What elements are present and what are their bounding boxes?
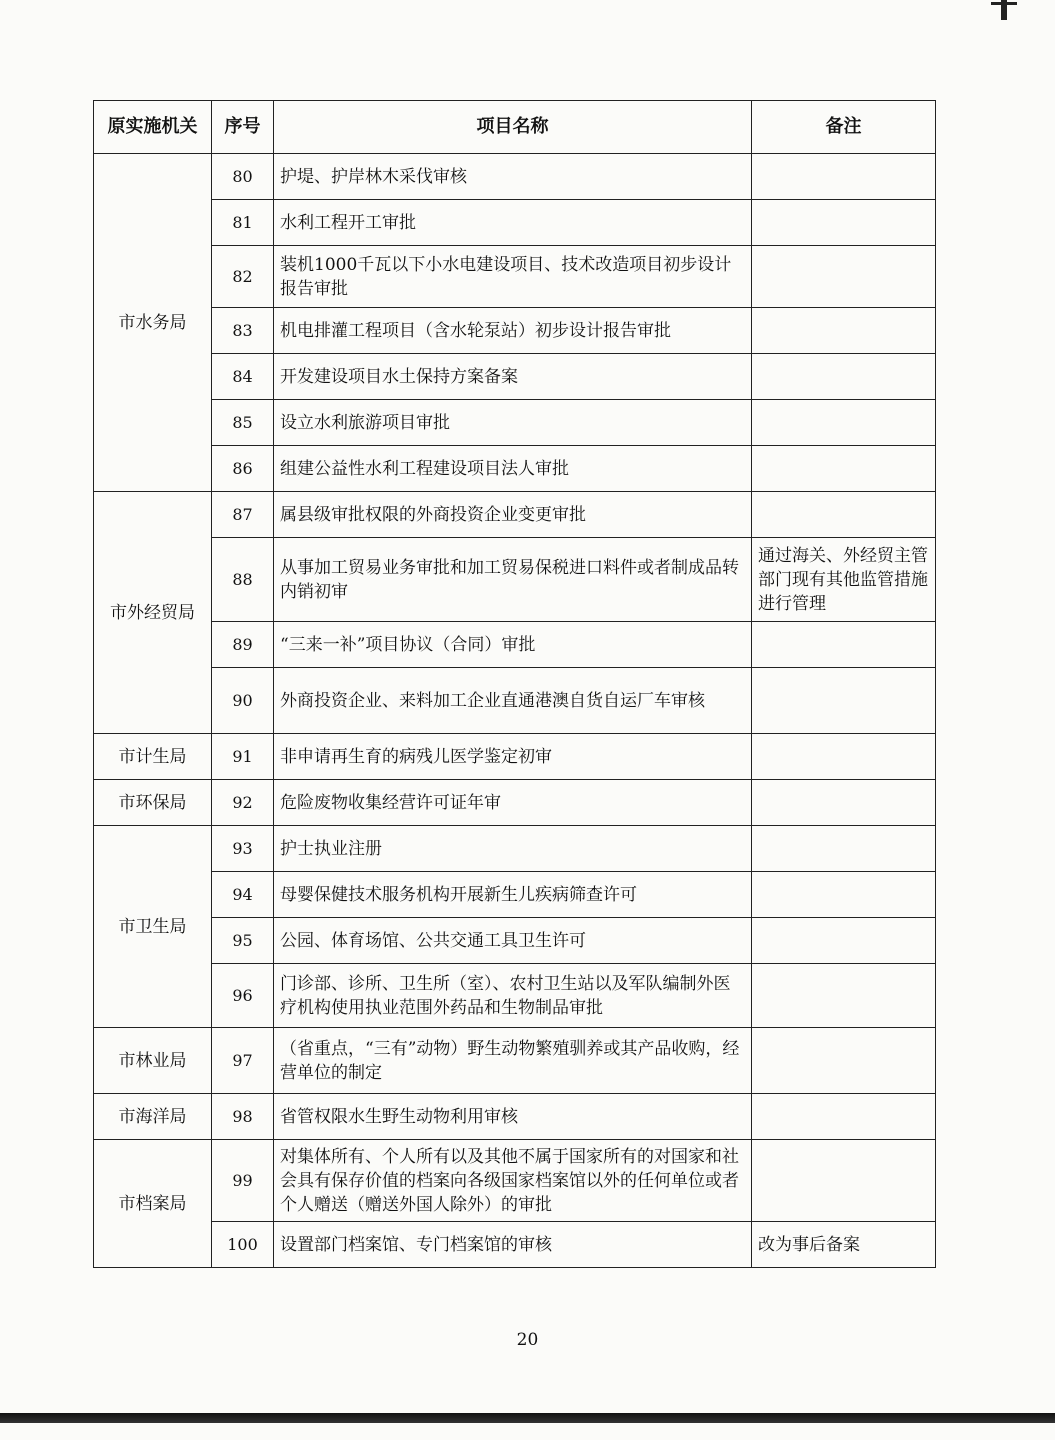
row-number: 95 (212, 918, 274, 964)
row-number: 81 (212, 200, 274, 246)
item-note (752, 400, 936, 446)
item-note (752, 492, 936, 538)
row-number: 98 (212, 1094, 274, 1140)
table-row (94, 826, 936, 872)
table-row (94, 622, 936, 668)
table-row (94, 492, 936, 538)
row-number: 88 (212, 538, 274, 622)
table-row (94, 1222, 936, 1268)
item-name: “三来一补”项目协议（合同）审批 (274, 622, 752, 668)
item-name: （省重点，“三有”动物）野生动物繁殖驯养或其产品收购，经营单位的制定 (274, 1028, 752, 1094)
item-note: 通过海关、外经贸主管部门现有其他监管措施进行管理 (752, 538, 936, 622)
item-note (752, 308, 936, 354)
item-note (752, 446, 936, 492)
agency-cell: 市外经贸局 (94, 492, 212, 734)
item-note (752, 964, 936, 1028)
agency-cell: 市环保局 (94, 780, 212, 826)
table-row (94, 200, 936, 246)
header-agency: 原实施机关 (94, 101, 212, 154)
table-row (94, 668, 936, 734)
item-name: 组建公益性水利工程建设项目法人审批 (274, 446, 752, 492)
agency-cell: 市海洋局 (94, 1094, 212, 1140)
item-note (752, 1094, 936, 1140)
header-note: 备注 (752, 101, 936, 154)
header-number: 序号 (212, 101, 274, 154)
row-number: 97 (212, 1028, 274, 1094)
agency-cell: 市林业局 (94, 1028, 212, 1094)
item-name: 机电排灌工程项目（含水轮泵站）初步设计报告审批 (274, 308, 752, 354)
table-row (94, 246, 936, 308)
agency-cell: 市计生局 (94, 734, 212, 780)
row-number: 94 (212, 872, 274, 918)
item-name: 护士执业注册 (274, 826, 752, 872)
row-number: 84 (212, 354, 274, 400)
item-name: 外商投资企业、来料加工企业直通港澳自货自运厂车审核 (274, 668, 752, 734)
table-row (94, 1028, 936, 1094)
item-note (752, 1028, 936, 1094)
agency-cell: 市水务局 (94, 154, 212, 492)
row-number: 83 (212, 308, 274, 354)
item-note (752, 622, 936, 668)
item-name: 母婴保健技术服务机构开展新生儿疾病筛查许可 (274, 872, 752, 918)
item-note (752, 668, 936, 734)
item-note (752, 826, 936, 872)
item-name: 门诊部、诊所、卫生所（室）、农村卫生站以及军队编制外医疗机构使用执业范围外药品和生物制品审批 (274, 964, 752, 1028)
item-note (752, 200, 936, 246)
item-name: 设立水利旅游项目审批 (274, 400, 752, 446)
table-row (94, 734, 936, 780)
table-row (94, 1094, 936, 1140)
table-row (94, 354, 936, 400)
item-note (752, 734, 936, 780)
table-row (94, 154, 936, 200)
item-name: 设置部门档案馆、专门档案馆的审核 (274, 1222, 752, 1268)
row-number: 87 (212, 492, 274, 538)
item-note (752, 154, 936, 200)
table-row (94, 538, 936, 622)
row-number: 82 (212, 246, 274, 308)
item-note: 改为事后备案 (752, 1222, 936, 1268)
table-row (94, 780, 936, 826)
item-name: 非申请再生育的病残儿医学鉴定初审 (274, 734, 752, 780)
item-name: 公园、体育场馆、公共交通工具卫生许可 (274, 918, 752, 964)
approval-items-table (93, 100, 936, 1268)
bottom-rule (0, 1413, 1055, 1423)
item-note (752, 1140, 936, 1222)
row-number: 99 (212, 1140, 274, 1222)
row-number: 93 (212, 826, 274, 872)
table-row (94, 918, 936, 964)
item-note (752, 780, 936, 826)
item-name: 从事加工贸易业务审批和加工贸易保税进口料件或者制成品转内销初审 (274, 538, 752, 622)
row-number: 80 (212, 154, 274, 200)
row-number: 90 (212, 668, 274, 734)
corner-registration-mark (1001, 0, 1007, 20)
table-header-row (94, 101, 936, 154)
row-number: 96 (212, 964, 274, 1028)
table-row (94, 308, 936, 354)
item-name: 危险废物收集经营许可证年审 (274, 780, 752, 826)
item-name: 对集体所有、个人所有以及其他不属于国家所有的对国家和社会具有保存价值的档案向各级国家档案馆以外的任何单位或者个人赠送（赠送外国人除外）的审批 (274, 1140, 752, 1222)
item-note (752, 872, 936, 918)
item-name: 装机1000千瓦以下小水电建设项目、技术改造项目初步设计报告审批 (274, 246, 752, 308)
row-number: 86 (212, 446, 274, 492)
item-name: 护堤、护岸林木采伐审核 (274, 154, 752, 200)
row-number: 85 (212, 400, 274, 446)
item-name: 省管权限水生野生动物利用审核 (274, 1094, 752, 1140)
agency-cell: 市档案局 (94, 1140, 212, 1268)
table-row (94, 400, 936, 446)
item-note (752, 354, 936, 400)
item-note (752, 246, 936, 308)
row-number: 92 (212, 780, 274, 826)
agency-cell: 市卫生局 (94, 826, 212, 1028)
header-item-name: 项目名称 (274, 101, 752, 154)
row-number: 100 (212, 1222, 274, 1268)
item-name: 属县级审批权限的外商投资企业变更审批 (274, 492, 752, 538)
item-name: 水利工程开工审批 (274, 200, 752, 246)
table-row (94, 964, 936, 1028)
item-note (752, 918, 936, 964)
table-row (94, 1140, 936, 1222)
item-name: 开发建设项目水土保持方案备案 (274, 354, 752, 400)
page-number: 20 (516, 1330, 539, 1350)
table-row (94, 446, 936, 492)
row-number: 89 (212, 622, 274, 668)
table-row (94, 872, 936, 918)
row-number: 91 (212, 734, 274, 780)
